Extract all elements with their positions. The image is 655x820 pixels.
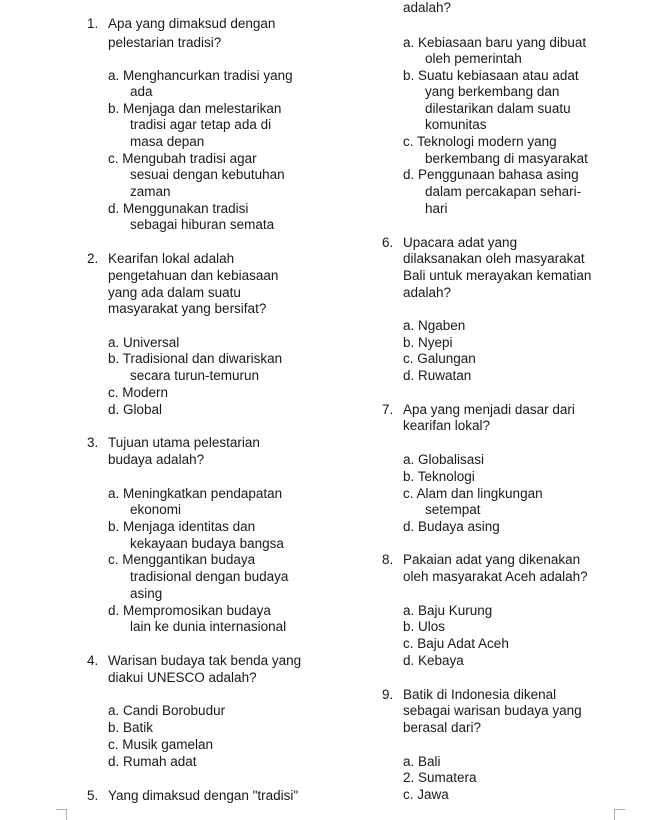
option-d: d. Budaya asing xyxy=(403,519,500,534)
question-text: diakui UNESCO adalah? xyxy=(108,670,257,685)
question-text: adalah? xyxy=(403,0,452,15)
option-b: b. Tradisional dan diwariskan xyxy=(108,351,283,366)
option-a: a. Bali xyxy=(403,754,441,769)
question-number: 3. xyxy=(87,435,99,450)
option-a: ekonomi xyxy=(130,502,182,517)
option-c: c. Mengubah tradisi agar xyxy=(108,151,257,166)
option-a: a. Candi Borobudur xyxy=(108,703,226,718)
option-d: d. Menggunakan tradisi xyxy=(108,201,249,216)
question-number: 6. xyxy=(382,235,394,250)
option-b: yang berkembang dan xyxy=(425,84,560,99)
question-number: 1. xyxy=(87,16,99,31)
option-d: d. Mempromosikan budaya xyxy=(108,603,271,618)
question-number: 8. xyxy=(382,552,394,567)
option-a: oleh pemerintah xyxy=(425,51,522,66)
option-a: a. Globalisasi xyxy=(403,452,485,467)
option-d: d. Rumah adat xyxy=(108,754,197,769)
question-text: Apa yang dimaksud dengan xyxy=(108,16,276,31)
option-b: kekayaan budaya bangsa xyxy=(130,536,284,551)
question-text: Warisan budaya tak benda yang xyxy=(108,653,302,668)
option-c: c. Alam dan lingkungan xyxy=(403,486,543,501)
question-text: sebagai warisan budaya yang xyxy=(403,703,582,718)
option-b: tradisi agar tetap ada di xyxy=(130,117,272,132)
option-c: c. Baju Adat Aceh xyxy=(403,636,509,651)
option-b: komunitas xyxy=(425,117,487,132)
option-c: c. Menggantikan budaya xyxy=(108,552,256,567)
option-a: ada xyxy=(130,84,153,99)
option-b: 2. Sumatera xyxy=(403,770,477,785)
option-d: d. Ruwatan xyxy=(403,368,472,383)
option-c: berkembang di masyarakat xyxy=(425,151,588,166)
question-text: Kearifan lokal adalah xyxy=(108,251,235,266)
option-b: masa depan xyxy=(130,134,205,149)
option-c: c. Modern xyxy=(108,385,169,400)
option-b: secara turun-temurun xyxy=(130,368,260,383)
option-d: dalam percakapan sehari- xyxy=(425,184,582,199)
crop-mark xyxy=(614,809,625,820)
question-text: dilaksanakan oleh masyarakat xyxy=(403,251,585,266)
question-text: Batik di Indonesia dikenal xyxy=(403,687,557,702)
question-number: 7. xyxy=(382,402,394,417)
question-text: oleh masyarakat Aceh adalah? xyxy=(403,569,588,584)
question-text: Apa yang menjadi dasar dari xyxy=(403,402,575,417)
crop-mark xyxy=(56,809,67,820)
option-b: b. Ulos xyxy=(403,619,446,634)
option-a: a. Menghancurkan tradisi yang xyxy=(108,68,293,83)
option-a: a. Meningkatkan pendapatan xyxy=(108,486,283,501)
option-d: d. Kebaya xyxy=(403,653,464,668)
option-c: setempat xyxy=(425,502,481,517)
option-c: c. Galungan xyxy=(403,351,476,366)
option-d: hari xyxy=(425,201,448,216)
option-c: asing xyxy=(130,586,163,601)
option-a: a. Baju Kurung xyxy=(403,603,493,618)
option-d: lain ke dunia internasional xyxy=(130,619,287,634)
option-c: zaman xyxy=(130,184,171,199)
option-a: a. Kebiasaan baru yang dibuat xyxy=(403,35,587,50)
question-text: pengetahuan dan kebiasaan xyxy=(108,268,279,283)
question-number: 2. xyxy=(87,251,99,266)
option-b: dilestarikan dalam suatu xyxy=(425,101,571,116)
option-b: b. Menjaga dan melestarikan xyxy=(108,101,282,116)
question-number: 9. xyxy=(382,687,394,702)
option-c: c. Jawa xyxy=(403,787,449,802)
question-text: Yang dimaksud dengan "tradisi" xyxy=(108,788,299,803)
question-text: berasal dari? xyxy=(403,720,482,735)
option-b: b. Suatu kebiasaan atau adat xyxy=(403,68,579,83)
option-b: b. Batik xyxy=(108,720,154,735)
question-number: 5. xyxy=(87,788,99,803)
option-b: b. Menjaga identitas dan xyxy=(108,519,256,534)
option-d: d. Global xyxy=(108,402,163,417)
option-c: sesuai dengan kebutuhan xyxy=(130,167,285,182)
option-d: sebagai hiburan semata xyxy=(130,217,275,232)
question-text: yang ada dalam suatu xyxy=(108,285,241,300)
option-b: b. Nyepi xyxy=(403,335,453,350)
option-d: d. Penggunaan bahasa asing xyxy=(403,167,579,182)
question-text: masyarakat yang bersifat? xyxy=(108,301,267,316)
question-text: Upacara adat yang xyxy=(403,235,518,250)
option-c: c. Musik gamelan xyxy=(108,737,214,752)
question-text: kearifan lokal? xyxy=(403,418,491,433)
question-number: 4. xyxy=(87,653,99,668)
option-a: a. Universal xyxy=(108,335,180,350)
option-c: c. Teknologi modern yang xyxy=(403,134,557,149)
option-c: tradisional dengan budaya xyxy=(130,569,289,584)
question-text: budaya adalah? xyxy=(108,452,205,467)
question-text: Bali untuk merayakan kematian xyxy=(403,268,592,283)
question-text: Tujuan utama pelestarian xyxy=(108,435,260,450)
question-text: Pakaian adat yang dikenakan xyxy=(403,552,581,567)
question-text: pelestarian tradisi? xyxy=(108,35,222,50)
option-b: b. Teknologi xyxy=(403,469,475,484)
question-text: adalah? xyxy=(403,285,452,300)
option-a: a. Ngaben xyxy=(403,318,466,333)
